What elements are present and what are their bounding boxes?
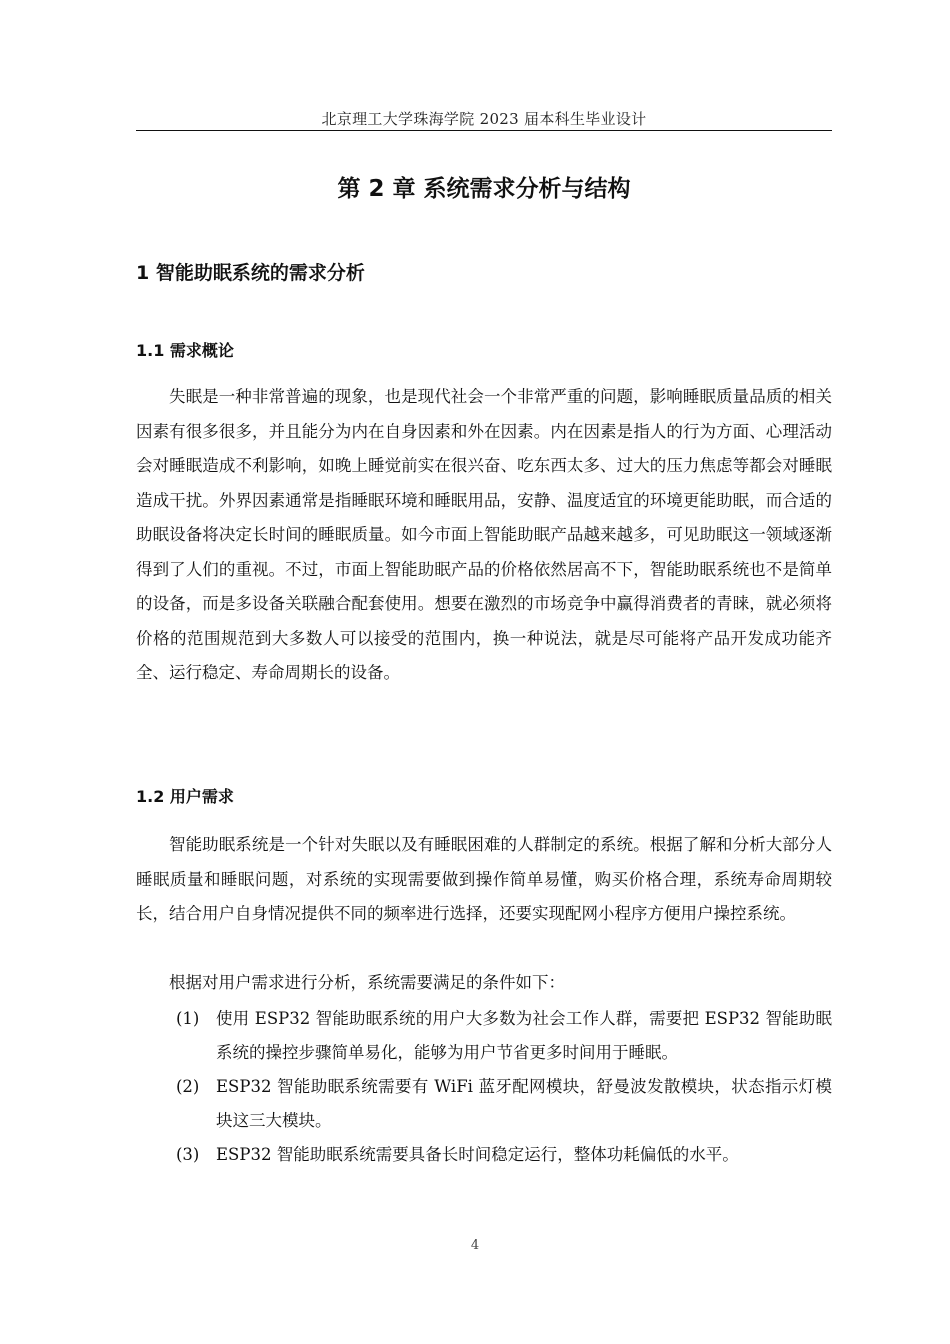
requirements-list — [136, 1002, 832, 1172]
running-header: 北京理工大学珠海学院 2023 届本科生毕业设计 — [321, 110, 647, 128]
list-item-number: (2) — [176, 1077, 200, 1096]
list-item-number: (3) — [176, 1145, 200, 1164]
list-item — [136, 1138, 832, 1172]
page-number: 4 — [470, 1238, 480, 1253]
paragraph-overview: 失眠是一种非常普遍的现象，也是现代社会一个非常严重的问题，影响睡眠质量品质的相关因素有很多很多，并且能分为内在自身因素和外在因素。内在因素是指人的行为方面、心理活动会对睡眠造成不利影响，如晚上睡觉前实在很兴奋、吃东西太多、过大的压力焦虑等都会对睡眠造成干扰。外界因素通常是指睡眠环境和睡眠用品，安静、温度适宜的环境更能助眠，而合适的助眠设备将决定长时间的睡眠质量。如今市面上智能助眠产品越来越多，可见助眠这一领域逐渐得到了人们的重视。不过，市面上智能助眠产品的价格依然居高不下，智能助眠系统也不是简单的设备，而是多设备关联融合配套使用。想要在激烈的市场竞争中赢得消费者的青睐，就必须将价格的范围规范到大多数人可以接受的范围内，换一种说法，就是尽可能将产品开发成功能齐全、运行稳定、寿命周期长的设备。 — [136, 387, 832, 682]
list-item-text: 使用 ESP32 智能助眠系统的用户大多数为社会工作人群，需要把 ESP32 智能助眠系统的操控步骤简单易化，能够为用户节省更多时间用于睡眠。 — [216, 1009, 832, 1062]
header-rule — [136, 130, 832, 131]
list-item — [136, 1070, 832, 1138]
section-heading-1-2: 1.2 用户需求 — [136, 787, 234, 806]
paragraph-user-needs: 智能助眠系统是一个针对失眠以及有睡眠困难的人群制定的系统。根据了解和分析大部分人睡眠质量和睡眠问题，对系统的实现需要做到操作简单易懂，购买价格合理，系统寿命周期较长，结合用户自身情况提供不同的频率进行选择，还要实现配网小程序方便用户操控系统。 — [136, 835, 832, 923]
list-item — [136, 1002, 832, 1070]
section-heading-1: 1 智能助眠系统的需求分析 — [136, 262, 365, 284]
chapter-title: 第 2 章 系统需求分析与结构 — [337, 176, 631, 202]
list-item-text: ESP32 智能助眠系统需要有 WiFi 蓝牙配网模块，舒曼波发散模块，状态指示灯模块这三大模块。 — [216, 1077, 832, 1130]
section-heading-1-1: 1.1 需求概论 — [136, 341, 234, 360]
list-item-text: ESP32 智能助眠系统需要具备长时间稳定运行，整体功耗偏低的水平。 — [216, 1145, 739, 1164]
paragraph-conditions-intro: 根据对用户需求进行分析，系统需要满足的条件如下： — [169, 973, 565, 992]
list-item-number: (1) — [176, 1009, 200, 1028]
